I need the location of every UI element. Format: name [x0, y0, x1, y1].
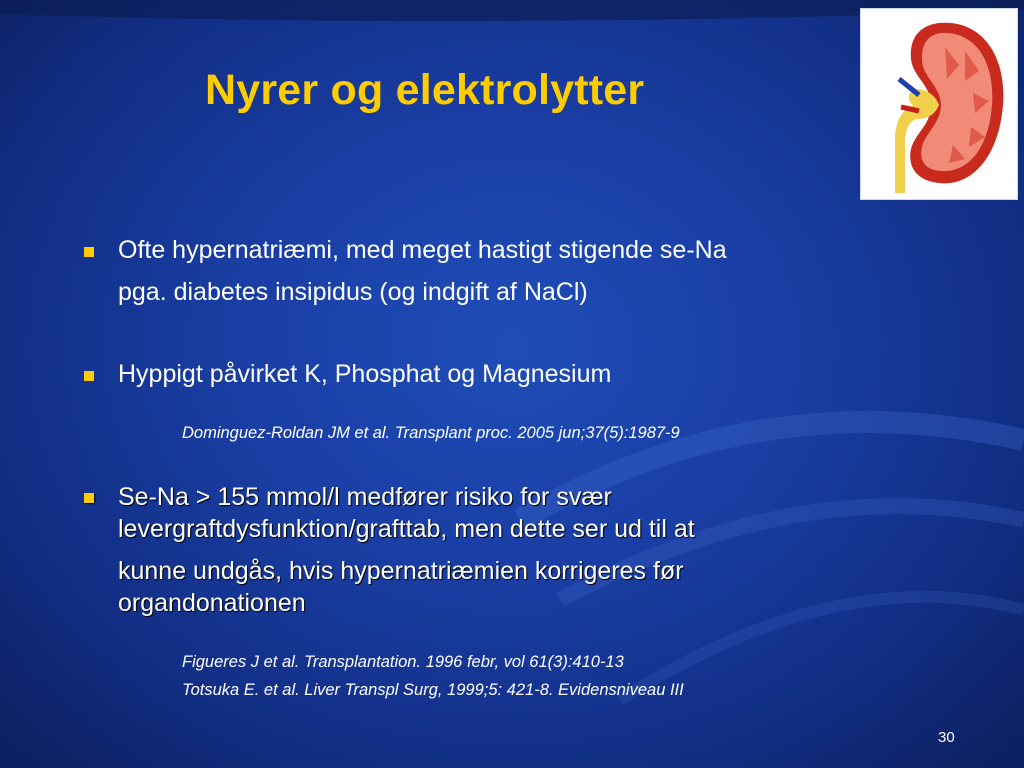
- bullet-3-line-1: Se-Na > 155 mmol/l medfører risiko for svær: [118, 483, 612, 511]
- bullet-3-line-2: levergraftdysfunktion/grafttab, men dette ser ud til at: [118, 515, 695, 543]
- kidney-image: [860, 8, 1018, 200]
- kidney-icon: [861, 9, 1017, 199]
- slide-number: 30: [938, 729, 955, 746]
- bullet-2-line-1: Hyppigt påvirket K, Phosphat og Magnesium: [118, 360, 612, 388]
- bullet-marker: [84, 493, 94, 503]
- bullet-3: [84, 481, 904, 619]
- bullet-marker: [84, 371, 94, 381]
- bullet-2: [84, 358, 904, 390]
- bullet-3-line-4: organdonationen: [118, 589, 306, 617]
- bullet-1: [84, 234, 904, 308]
- reference-3: Totsuka E. et al. Liver Transpl Surg, 1999;5: 421-8. Evidensniveau III: [182, 681, 684, 699]
- bullet-3-line-3: kunne undgås, hvis hypernatriæmien korrigeres før: [118, 557, 684, 585]
- bullet-1-line-2: pga. diabetes insipidus (og indgift af NaCl): [118, 278, 588, 306]
- reference-1: Dominguez-Roldan JM et al. Transplant proc. 2005 jun;37(5):1987-9: [182, 424, 680, 442]
- bullet-1-line-1: Ofte hypernatriæmi, med meget hastigt stigende se-Na: [118, 236, 727, 264]
- bullet-marker: [84, 247, 94, 257]
- slide-title: Nyrer og elektrolytter: [205, 66, 645, 114]
- reference-2: Figueres J et al. Transplantation. 1996 febr, vol 61(3):410-13: [182, 653, 624, 671]
